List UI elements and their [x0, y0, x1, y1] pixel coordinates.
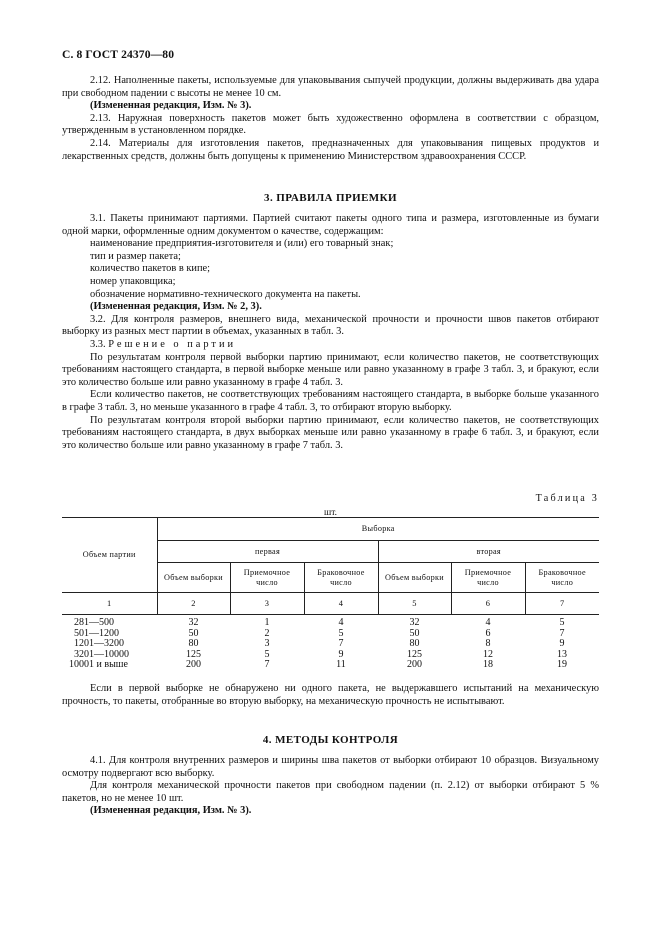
table-cell: 10001 и выше [69, 659, 128, 671]
table-cell: 5 [338, 627, 344, 639]
column-number: 1 [62, 593, 157, 615]
table-cell: 281—500 [74, 617, 114, 628]
table-cell: 11 [336, 659, 346, 671]
table-cell: 3 [264, 638, 270, 650]
subcol-reject: Браковочное число [525, 563, 599, 593]
section-4-title: 4. МЕТОДЫ КОНТРОЛЯ [262, 734, 399, 746]
column-sample: Выборка [157, 518, 599, 541]
table-cell: 6 [485, 627, 491, 639]
table-cell: 4 [485, 617, 491, 628]
table-cell: 80 [188, 638, 199, 650]
table-cell: 9 [559, 638, 565, 650]
column-number: 2 [157, 593, 230, 615]
page-header: С. 8 ГОСТ 24370—80 [62, 48, 175, 61]
table-unit: шт. [324, 508, 337, 518]
column-number: 5 [378, 593, 451, 615]
table-cell: 7 [338, 638, 344, 650]
clause-2-13: 2.13. Наружная поверхность пакетов может быть художественно оформлена в соответствии с образцом, утвержденным в установленном порядке. [62, 112, 599, 137]
mechanical-strength-note: Если в первой выборке не обнаружено ни одного пакета, не выдержавшего испытаний на механическую прочность, то пакеты, отобранные во вторую выборку, на механическую прочность не испытывают. [62, 683, 599, 707]
subcol-accept: Приемочное число [451, 563, 525, 593]
group-second-sample: вторая [378, 541, 599, 563]
table-cell: 12 [483, 648, 493, 660]
table-cell: 32 [409, 617, 420, 628]
column-number: 6 [451, 593, 525, 615]
table-row [62, 660, 599, 671]
table-row [62, 639, 599, 650]
group-first-sample: первая [157, 541, 378, 563]
clause-4-1-drop-test: Для контроля механической прочности пакетов при свободном падении (п. 2.12) от выборки отбирают 5 % пакетов, но не менее 10 шт. [62, 780, 599, 804]
table-cell: 1 [264, 617, 270, 628]
table-cell: 50 [188, 627, 199, 639]
decision-paragraph: Если количество пакетов, не соответствующих требованиям настоящего стандарта, в выборке больше указанного в графе 3 табл. 3, но меньше указанного в графе 4 табл. 3, то отбирают вторую выборку. [62, 389, 599, 413]
table-cell: 19 [557, 659, 567, 671]
list-item: номер упаковщика; [90, 275, 176, 287]
sampling-table [62, 517, 599, 671]
table-cell: 18 [483, 659, 493, 671]
section-3-title: 3. ПРАВИЛА ПРИЕМКИ [264, 192, 397, 204]
decision-paragraph: По результатам контроля первой выборки партию принимают, если количество пакетов, не соответствующих требованиям настоящего стандарта, в первой выборке меньше или равно указанному в графе 3 табл. 3, и бракуют, если это количество больше или равно указанному в графе 4 табл. 3. [62, 351, 599, 388]
table-cell: 200 [186, 659, 201, 671]
table-cell: 9 [338, 648, 344, 660]
table-cell: 125 [407, 648, 422, 660]
edition-note: (Измененная редакция, Изм. № 2, 3). [90, 301, 262, 313]
table-cell: 3201—10000 [74, 648, 129, 660]
table-cell: 80 [409, 638, 420, 650]
section-2-clauses [62, 75, 599, 163]
table-cell: 8 [485, 638, 491, 650]
subcol-accept: Приемочное число [230, 563, 304, 593]
table-cell: 2 [264, 627, 270, 639]
column-number: 3 [230, 593, 304, 615]
table-cell: 32 [188, 617, 199, 628]
clause-2-12: 2.12. Наполненные пакеты, используемые для упаковывания сыпучей продукции, должны выдерживать два удара при свободном падении с высоты не менее 10 см. [62, 75, 599, 99]
column-lot-size: Объем партии [62, 518, 157, 593]
table-row [62, 615, 599, 629]
subcol-reject: Браковочное число [304, 563, 378, 593]
list-item: наименование предприятия-изготовителя и (или) его товарный знак; [90, 238, 394, 250]
section-4-body [62, 755, 599, 818]
list-item: обозначение нормативно-технического документа на пакеты. [90, 288, 361, 300]
list-item: тип и размер пакета; [90, 250, 181, 262]
table-cell: 200 [407, 659, 422, 671]
subcol-volume: Объем выборки [378, 563, 451, 593]
list-item: количество пакетов в кипе; [90, 263, 211, 275]
subcol-volume: Объем выборки [157, 563, 230, 593]
table-cell: 7 [264, 659, 270, 671]
table-cell: 13 [557, 648, 567, 660]
table-cell: 7 [559, 627, 565, 639]
clause-3-3-heading [62, 339, 599, 352]
table-cell: 5 [559, 617, 565, 628]
edition-note: (Измененная редакция, Изм. № 3). [90, 805, 252, 817]
clause-3-1: 3.1. Пакеты принимают партиями. Партией считают пакеты одного типа и размера, изготовленные из бумаги одной марки, оформленные одним документом о качестве, содержащим: [62, 213, 599, 237]
table-cell: 1201—3200 [74, 638, 124, 650]
column-number: 4 [304, 593, 378, 615]
table-cell: 50 [409, 627, 420, 639]
column-number: 7 [525, 593, 599, 615]
table-row [62, 650, 599, 661]
section-3-body [62, 213, 599, 452]
after-table-text [62, 683, 599, 708]
clause-3-3-title: Решение о партии [108, 338, 237, 350]
table-row [62, 629, 599, 640]
table-cell: 4 [338, 617, 344, 628]
clause-2-14: 2.14. Материалы для изготовления пакетов, предназначенных для упаковывания пищевых продуктов и лекарственных средств, должны быть допущены к применению Министерством здравоохранения СССР. [62, 137, 599, 162]
table-cell: 125 [186, 648, 201, 660]
clause-3-2: 3.2. Для контроля размеров, внешнего вида, механической прочности и прочности швов пакетов отбирают выборку из разных мест партии в объемах, указанных в табл. 3. [62, 313, 599, 338]
clause-3-3-number: 3.3. [90, 338, 106, 350]
clause-4-1: 4.1. Для контроля внутренних размеров и ширины шва пакетов от выборки отбирают 10 образцов. Визуальному осмотру подвергают всю выборку. [62, 755, 599, 779]
decision-paragraph: По результатам контроля второй выборки партию принимают, если количество пакетов, не соответствующих требованиям настоящего стандарта, в двух выборках меньше или равно указанному в графе 6 табл. 3, и бракуют, если это количество больше или равно указанному в графе 7 табл. 3. [62, 414, 599, 451]
edition-note: (Измененная редакция, Изм. № 3). [90, 100, 252, 112]
table-caption: Таблица 3 [535, 493, 599, 504]
table-cell: 501—1200 [74, 627, 119, 639]
table-cell: 5 [264, 648, 270, 660]
